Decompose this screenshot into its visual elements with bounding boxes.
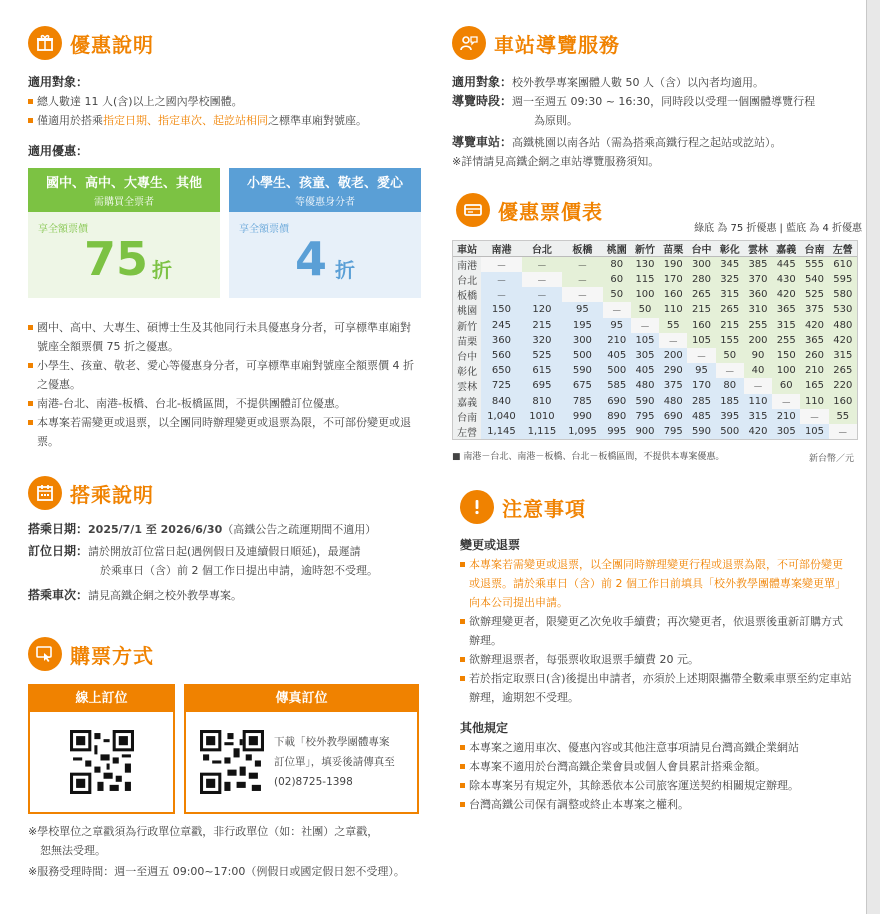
guide-section-header bbox=[452, 26, 620, 60]
fare-cell: 285 bbox=[687, 394, 715, 409]
fare-row-header: 左營 bbox=[453, 424, 481, 439]
fare-row bbox=[453, 409, 857, 424]
fare-cell: 370 bbox=[744, 272, 772, 287]
fare-row bbox=[453, 333, 857, 348]
buy-title: 購票方式 bbox=[70, 643, 154, 668]
fare-cell: 480 bbox=[659, 394, 687, 409]
card-blue-title: 小學生、孩童、敬老、愛心 bbox=[246, 176, 403, 191]
fare-cell: 155 bbox=[716, 333, 744, 348]
fare-cell: 215 bbox=[522, 318, 562, 333]
discount-note-1: 國中、高中、大專生、碩博士生及其他同行未具優惠身分者，可享標準車廂對號座全額票價 75 折之優惠。 bbox=[28, 318, 421, 356]
fare-cell: 360 bbox=[744, 287, 772, 302]
fare-col-header: 雲林 bbox=[744, 241, 772, 257]
fare-cell: 480 bbox=[631, 378, 659, 393]
fare-row-header: 南港 bbox=[453, 257, 481, 273]
notice-title: 注意事項 bbox=[502, 496, 586, 521]
fare-col-header: 新竹 bbox=[631, 241, 659, 257]
fare-col-header: 台南 bbox=[800, 241, 828, 257]
guide-time-row bbox=[452, 92, 862, 130]
fare-cell: 560 bbox=[481, 348, 521, 363]
fare-cell: 585 bbox=[603, 378, 631, 393]
fare-cell: 200 bbox=[744, 333, 772, 348]
fare-cell: 210 bbox=[800, 363, 828, 378]
calendar-icon bbox=[28, 476, 62, 510]
change-item-1: 本專案若需變更或退票，以全團同時辦理變更行程或退票為限，不可部份變更或退票。請於乘車日（含）前 2 個工作日前填具「校外教學團體專案變更單」向本公司提出申請。 bbox=[460, 555, 852, 612]
fare-cell: 60 bbox=[603, 272, 631, 287]
fare-cell: 100 bbox=[772, 363, 800, 378]
fare-row bbox=[453, 318, 857, 333]
fare-row bbox=[453, 257, 857, 273]
fare-row-header: 新竹 bbox=[453, 318, 481, 333]
book-date-value-1: 請於開放訂位當日起(遇例假日及連續假日順延)，最遲請 bbox=[88, 545, 361, 558]
buy-note-1a: ※學校單位之章戳須為行政單位章戳，非行政單位（如：社團）之章戳， bbox=[28, 825, 379, 838]
fare-cell: 315 bbox=[744, 409, 772, 424]
fare-cell: 420 bbox=[829, 333, 857, 348]
fare-row bbox=[453, 378, 857, 393]
fare-cell: 200 bbox=[659, 348, 687, 363]
online-booking-box[interactable] bbox=[28, 684, 175, 814]
fare-row bbox=[453, 394, 857, 409]
fare-cell: 305 bbox=[631, 348, 659, 363]
fare-cell: － bbox=[562, 257, 602, 273]
discount-section-header bbox=[28, 26, 154, 60]
ride-date-note: （高鐵公告之疏運期間不適用） bbox=[222, 523, 377, 536]
fare-cell: 385 bbox=[744, 257, 772, 273]
other-item-3: 除本專案另有規定外，其餘悉依本公司旅客運送契約相關規定辦理。 bbox=[460, 776, 852, 795]
fare-cell: 590 bbox=[631, 394, 659, 409]
fare-cell: 420 bbox=[772, 287, 800, 302]
fare-cell: 1,115 bbox=[522, 424, 562, 439]
fare-cell: 325 bbox=[716, 272, 744, 287]
fare-cell: 1010 bbox=[522, 409, 562, 424]
fare-section-header bbox=[456, 193, 603, 227]
ride-title: 搭乘說明 bbox=[70, 482, 154, 507]
guide-target-label: 適用對象： bbox=[452, 75, 513, 89]
fare-cell: 110 bbox=[659, 302, 687, 317]
fax-booking-title: 傳真訂位 bbox=[186, 686, 417, 712]
fare-cell: － bbox=[724, 367, 735, 379]
card-blue-unit: 折 bbox=[335, 258, 355, 282]
fare-cell: － bbox=[496, 261, 507, 272]
fare-col-header: 台北 bbox=[522, 241, 562, 257]
fare-col-header: 南港 bbox=[481, 241, 521, 257]
fare-cell: 265 bbox=[687, 287, 715, 302]
fare-cell: 260 bbox=[800, 348, 828, 363]
fare-cell: － bbox=[522, 257, 562, 273]
fare-legend: 綠底 為 75 折優惠 | 藍底 為 4 折優惠 bbox=[694, 223, 862, 234]
fare-unit: 新台幣／元 bbox=[808, 454, 854, 464]
people-icon bbox=[452, 26, 486, 60]
fare-row-header: 雲林 bbox=[453, 378, 481, 393]
fare-cell: 165 bbox=[800, 378, 828, 393]
card-green-sub: 需購買全票者 bbox=[94, 197, 154, 208]
fare-cell: 345 bbox=[716, 257, 744, 273]
fare-cell: 50 bbox=[631, 302, 659, 317]
fare-cell: 315 bbox=[829, 348, 857, 363]
fare-cell: － bbox=[809, 412, 820, 424]
online-booking-title: 線上訂位 bbox=[30, 686, 173, 712]
fare-cell: － bbox=[668, 336, 679, 348]
guide-note: ※詳情請見高鐵企網之車站導覽服務須知。 bbox=[452, 155, 660, 168]
ride-details bbox=[28, 520, 423, 605]
fare-cell: 365 bbox=[772, 302, 800, 317]
fare-cell: 795 bbox=[659, 424, 687, 439]
fare-cell: 595 bbox=[829, 272, 857, 287]
fax-qr-code-icon[interactable] bbox=[200, 730, 264, 794]
fare-cell: 525 bbox=[800, 287, 828, 302]
fare-cell: 50 bbox=[716, 348, 744, 363]
fare-cell: 500 bbox=[603, 363, 631, 378]
fare-cell: 315 bbox=[716, 287, 744, 302]
fare-cell: 100 bbox=[631, 287, 659, 302]
change-label: 變更或退票 bbox=[460, 538, 521, 552]
fare-cell: － bbox=[522, 287, 562, 302]
fax-text-1: 下載「校外教學團體專案 bbox=[274, 736, 390, 748]
fare-row-header: 台中 bbox=[453, 348, 481, 363]
offer-label: 適用優惠： bbox=[28, 144, 89, 158]
fare-cell: － bbox=[837, 427, 848, 439]
fare-cell: 445 bbox=[772, 257, 800, 273]
guide-station-value: 高鐵桃園以南各站（需為搭乘高鐵行程之起站或訖站）。 bbox=[512, 136, 782, 149]
guide-title: 車站導覽服務 bbox=[494, 32, 620, 57]
fare-cell: 185 bbox=[716, 394, 744, 409]
target-item-1: 總人數達 11 人(含)以上之國內學校團體。 bbox=[28, 92, 423, 111]
fare-cell: 90 bbox=[744, 348, 772, 363]
fare-cell: 265 bbox=[829, 363, 857, 378]
fare-cell: 1,095 bbox=[562, 424, 602, 439]
fare-cell: 500 bbox=[562, 348, 602, 363]
buy-note-2: ※服務受理時間：週一至週五 09:00~17:00（例假日或國定假日恕不受理）。 bbox=[28, 865, 405, 878]
fare-cell: 540 bbox=[800, 272, 828, 287]
fare-cell: 1,145 bbox=[481, 424, 521, 439]
fare-col-header: 彰化 bbox=[716, 241, 744, 257]
fare-cell: 555 bbox=[800, 257, 828, 273]
fare-row bbox=[453, 287, 857, 302]
buy-notes bbox=[28, 822, 448, 881]
fare-table bbox=[453, 241, 857, 439]
fare-cell: 305 bbox=[772, 424, 800, 439]
fare-cell: 195 bbox=[562, 318, 602, 333]
fare-corner-header: 車站 bbox=[453, 241, 481, 257]
card-blue-label: 享全額票價 bbox=[239, 224, 289, 235]
fare-cell: 170 bbox=[659, 272, 687, 287]
card-75-off bbox=[28, 168, 220, 298]
fare-cell: 105 bbox=[800, 424, 828, 439]
fare-cell: 840 bbox=[481, 394, 521, 409]
train-row bbox=[28, 586, 423, 605]
guide-station-row bbox=[452, 133, 862, 152]
target-item-2: 僅適用於搭乘指定日期、指定車次、起訖站相同之標準車廂對號座。 bbox=[28, 111, 423, 130]
online-qr-code-icon[interactable] bbox=[70, 730, 134, 794]
change-item-2: 欲辦理變更者，限變更乙次免收手續費；再次變更者，依退票後重新訂購方式辦理。 bbox=[460, 612, 852, 650]
fare-row-header: 嘉義 bbox=[453, 394, 481, 409]
guide-details bbox=[452, 73, 862, 171]
fare-cell: 990 bbox=[562, 409, 602, 424]
discount-cards bbox=[28, 168, 421, 298]
train-label: 搭乘車次： bbox=[28, 588, 89, 602]
fare-cell: 40 bbox=[744, 363, 772, 378]
fare-cell: 130 bbox=[631, 257, 659, 273]
fare-cell: 580 bbox=[829, 287, 857, 302]
guide-station-label: 導覽車站： bbox=[452, 135, 513, 149]
train-value: 請見高鐵企網之校外教學專案。 bbox=[88, 589, 243, 602]
fare-cell: 120 bbox=[522, 302, 562, 317]
fare-row bbox=[453, 424, 857, 439]
guide-time-label: 導覽時段： bbox=[452, 94, 513, 108]
fare-col-header: 板橋 bbox=[562, 241, 602, 257]
fare-row-header: 桃園 bbox=[453, 302, 481, 317]
fare-row bbox=[453, 348, 857, 363]
fare-cell: 995 bbox=[603, 424, 631, 439]
gift-icon bbox=[28, 26, 62, 60]
fare-cell: 105 bbox=[687, 333, 715, 348]
book-date-value-2: 於乘車日（含）前 2 個工作日提出申請，逾時恕不受理。 bbox=[100, 564, 379, 577]
fare-cell: 615 bbox=[522, 363, 562, 378]
fare-cell: 245 bbox=[481, 318, 521, 333]
fare-cell: 220 bbox=[829, 378, 857, 393]
fare-cell: － bbox=[536, 276, 547, 288]
fare-col-header: 桃園 bbox=[603, 241, 631, 257]
fare-cell: 150 bbox=[481, 302, 521, 317]
change-item-3: 欲辦理退票者，每張票收取退票手續費 20 元。 bbox=[460, 650, 852, 669]
fare-col-header: 左營 bbox=[829, 241, 857, 257]
fare-cell: 375 bbox=[659, 378, 687, 393]
fare-row-header: 台南 bbox=[453, 409, 481, 424]
fare-cell: 1,040 bbox=[481, 409, 521, 424]
other-item-1: 本專案之適用車次、優惠內容或其他注意事項請見台灣高鐵企業網站 bbox=[460, 738, 852, 757]
other-label: 其他規定 bbox=[460, 721, 509, 735]
fare-row-header: 板橋 bbox=[453, 287, 481, 302]
fare-cell: 110 bbox=[744, 394, 772, 409]
ticket-icon bbox=[456, 193, 490, 227]
ride-section-header bbox=[28, 476, 154, 510]
fare-cell: 420 bbox=[800, 318, 828, 333]
fare-cell: 80 bbox=[603, 257, 631, 273]
fare-cell: 60 bbox=[772, 378, 800, 393]
fare-cell: 315 bbox=[772, 318, 800, 333]
fare-cell: － bbox=[577, 291, 588, 303]
card-green-number: 75 bbox=[84, 232, 149, 286]
fare-row-header: 苗栗 bbox=[453, 333, 481, 348]
fare-cell: 795 bbox=[631, 409, 659, 424]
fare-cell: 80 bbox=[716, 378, 744, 393]
fare-cell: 650 bbox=[481, 363, 521, 378]
other-item-2: 本專案不適用於台灣高鐵企業會員或個人會員累計搭乘金額。 bbox=[460, 757, 852, 776]
buy-note-1b: 恕無法受理。 bbox=[40, 844, 106, 857]
fare-cell: 55 bbox=[659, 318, 687, 333]
card-blue-sub: 等優惠身分者 bbox=[295, 197, 355, 208]
fare-cell: 210 bbox=[603, 333, 631, 348]
fare-cell: 365 bbox=[800, 333, 828, 348]
fare-cell: 530 bbox=[829, 302, 857, 317]
card-green-unit: 折 bbox=[152, 258, 172, 282]
fare-cell: 310 bbox=[744, 302, 772, 317]
fare-cell: 610 bbox=[829, 257, 857, 273]
fare-cell: 190 bbox=[659, 257, 687, 273]
fare-cell: 105 bbox=[631, 333, 659, 348]
fare-cell: 95 bbox=[603, 318, 631, 333]
fare-cell: 525 bbox=[522, 348, 562, 363]
fare-row bbox=[453, 272, 857, 287]
fare-cell: － bbox=[481, 272, 521, 287]
fare-cell: 160 bbox=[829, 394, 857, 409]
fare-cell: 280 bbox=[687, 272, 715, 287]
fare-cell: 785 bbox=[562, 394, 602, 409]
ride-date-label: 搭乘日期： bbox=[28, 522, 89, 536]
discount-note-2: 小學生、孩童、敬老、愛心等優惠身分者，可享標準車廂對號座全額票價 4 折之優惠。 bbox=[28, 356, 421, 394]
discount-notes bbox=[28, 318, 421, 451]
fare-cell: 900 bbox=[631, 424, 659, 439]
fare-cell: 695 bbox=[522, 378, 562, 393]
fare-cell: 160 bbox=[659, 287, 687, 302]
notice-details bbox=[460, 536, 852, 814]
fare-cell: 170 bbox=[687, 378, 715, 393]
guide-target-row bbox=[452, 73, 862, 92]
fare-cell: 215 bbox=[687, 302, 715, 317]
fare-row bbox=[453, 302, 857, 317]
fare-table-wrap bbox=[452, 240, 858, 440]
card-green-label: 享全額票價 bbox=[38, 224, 88, 235]
fare-cell: － bbox=[562, 272, 602, 287]
fax-number: (02)8725-1398 bbox=[274, 776, 353, 788]
fare-row-header: 台北 bbox=[453, 272, 481, 287]
buy-section-header bbox=[28, 637, 154, 671]
ride-date-value: 2025/7/1 至 2026/6/30 bbox=[88, 523, 223, 536]
fare-col-header: 台中 bbox=[687, 241, 715, 257]
fare-cell: 95 bbox=[562, 302, 602, 317]
fare-cell: 95 bbox=[687, 363, 715, 378]
fare-cell: 810 bbox=[522, 394, 562, 409]
fare-cell: 690 bbox=[659, 409, 687, 424]
fare-row-header: 彰化 bbox=[453, 363, 481, 378]
card-green-title: 國中、高中、大專生、其他 bbox=[45, 176, 202, 191]
guide-target-value: 校外教學專案團體人數 50 人（含）以內者均適用。 bbox=[512, 76, 765, 89]
card-4-off bbox=[229, 168, 421, 298]
book-date-row bbox=[28, 542, 423, 580]
fare-cell: 485 bbox=[687, 409, 715, 424]
exclamation-icon bbox=[460, 490, 494, 524]
fare-cell: － bbox=[752, 382, 763, 394]
fare-cell: 55 bbox=[829, 409, 857, 424]
fare-cell: － bbox=[481, 287, 521, 302]
fare-cell: － bbox=[611, 306, 622, 318]
target-label: 適用對象： bbox=[28, 75, 89, 89]
fare-cell: 300 bbox=[687, 257, 715, 273]
discount-note-3: 南港-台北、南港-板橋、台北-板橋區間，不提供團體訂位優惠。 bbox=[28, 394, 421, 413]
fare-cell: 265 bbox=[716, 302, 744, 317]
fare-row bbox=[453, 363, 857, 378]
fare-cell: 430 bbox=[772, 272, 800, 287]
fare-cell: 210 bbox=[772, 409, 800, 424]
fax-text-2: 訂位單」，填妥後請傳真至 bbox=[274, 756, 395, 768]
fare-cell: 300 bbox=[562, 333, 602, 348]
fare-col-header: 苗栗 bbox=[659, 241, 687, 257]
hand-click-icon bbox=[28, 637, 62, 671]
fare-cell: 500 bbox=[716, 424, 744, 439]
fare-cell: － bbox=[781, 397, 792, 409]
fare-cell: 160 bbox=[687, 318, 715, 333]
fare-cell: 725 bbox=[481, 378, 521, 393]
fare-cell: 255 bbox=[772, 333, 800, 348]
fare-cell: 590 bbox=[562, 363, 602, 378]
book-date-label: 訂位日期： bbox=[28, 544, 89, 558]
fax-booking-box[interactable] bbox=[184, 684, 419, 814]
fare-cell: 375 bbox=[800, 302, 828, 317]
discount-note-4: 本專案若需變更或退票，以全團同時辦理變更或退票為限，不可部份變更或退票。 bbox=[28, 413, 421, 451]
fare-cell: 590 bbox=[687, 424, 715, 439]
fare-title: 優惠票價表 bbox=[498, 199, 603, 224]
fare-cell: 405 bbox=[631, 363, 659, 378]
fare-cell: 480 bbox=[829, 318, 857, 333]
fare-cell: 110 bbox=[800, 394, 828, 409]
other-item-4: 台灣高鐵公司保有調整或終止本專案之權利。 bbox=[460, 795, 852, 814]
fare-cell: 675 bbox=[562, 378, 602, 393]
guide-time-value-2: 為原則。 bbox=[534, 114, 579, 127]
discount-title: 優惠說明 bbox=[70, 32, 154, 57]
fare-cell: 115 bbox=[631, 272, 659, 287]
fare-footnote: ■ 南港－台北、南港－板橋、台北－板橋區間，不提供本專案優惠。 bbox=[452, 452, 725, 462]
fare-cell: 255 bbox=[744, 318, 772, 333]
fare-cell: 360 bbox=[481, 333, 521, 348]
fare-cell: － bbox=[696, 352, 707, 364]
fare-cell: 290 bbox=[659, 363, 687, 378]
fare-cell: 320 bbox=[522, 333, 562, 348]
fare-cell: 395 bbox=[716, 409, 744, 424]
fare-cell: － bbox=[639, 321, 650, 333]
ride-date-row bbox=[28, 520, 423, 539]
fare-cell: 215 bbox=[716, 318, 744, 333]
fare-cell: 405 bbox=[603, 348, 631, 363]
fare-cell: 690 bbox=[603, 394, 631, 409]
guide-time-value-1: 週一至週五 09:30 ~ 16:30，同時段以受理一個團體導覽行程 bbox=[512, 95, 816, 108]
page-edge bbox=[866, 0, 880, 914]
fare-cell: 890 bbox=[603, 409, 631, 424]
booking-methods bbox=[28, 684, 419, 814]
change-item-4: 若於指定取票日(含)後提出申請者，亦須於上述期限攜帶全數乘車票至約定車站辦理，逾期恕不受理。 bbox=[460, 669, 852, 707]
fare-cell: 50 bbox=[603, 287, 631, 302]
fare-cell: 420 bbox=[744, 424, 772, 439]
notice-section-header bbox=[460, 490, 586, 524]
fare-cell: 150 bbox=[772, 348, 800, 363]
fare-col-header: 嘉義 bbox=[772, 241, 800, 257]
card-blue-number: 4 bbox=[295, 232, 328, 286]
